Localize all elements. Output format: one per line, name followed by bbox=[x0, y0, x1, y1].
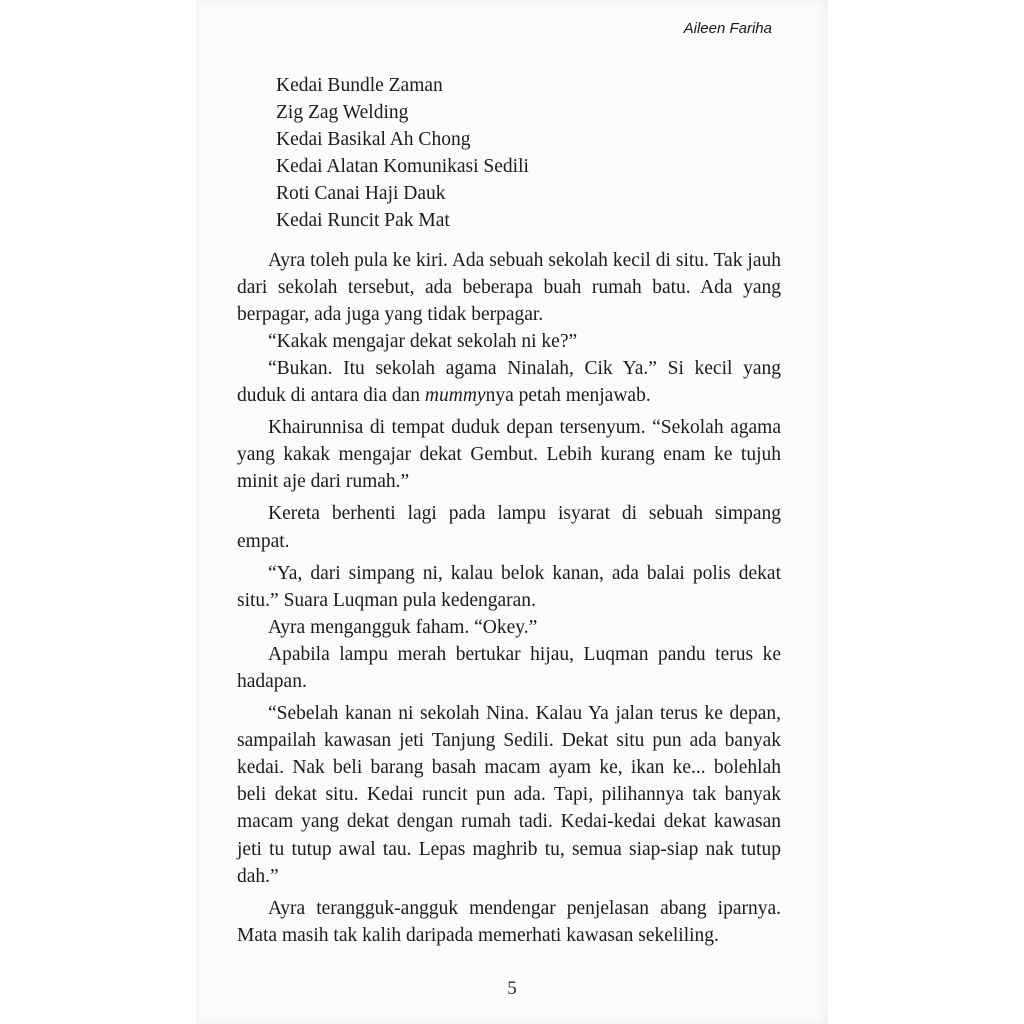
paragraph-text: “Bukan. Itu sekolah agama Ninalah, Cik Ya.” Si kecil yang duduk di antara dia dan bbox=[237, 357, 781, 407]
paragraph-luqman-police: “Ya, dari simpang ni, kalau belok kanan, ada balai polis dekat situ.” Suara Luqman pula kedengaran. bbox=[237, 562, 781, 611]
body-text bbox=[237, 72, 781, 949]
paragraph-jetty-directions: “Sebelah kanan ni sekolah Nina. Kalau Ya jalan terus ke depan, sampailah kawasan jeti Tanjung Sedili. Dekat situ pun ada banyak kedai. Nak beli barang basah macam ayam ke, ikan ke... bolehlah beli dekat situ. Kedai runcit pun ada. Tapi, pilihannya tak banyak macam yang dekat dengan rumah tadi. Kedai-kedai dekat kawasan jeti tu tutup awal tau. Lepas maghrib tu, semua siap-siap nak tutup dah.” bbox=[237, 703, 781, 887]
paragraph-car-stops: Kereta berhenti lagi pada lampu isyarat di sebuah simpang empat. bbox=[237, 503, 781, 552]
paragraph-text: nya petah menjawab. bbox=[485, 385, 651, 407]
list-item: Kedai Alatan Komunikasi Sedili bbox=[276, 156, 529, 178]
paragraph-ayra-listens: Ayra terangguk-angguk mendengar penjelasan abang iparnya. Mata masih tak kalih daripada memerhati kawasan sekeliling. bbox=[237, 897, 781, 946]
paragraph-question-school: “Kakak mengajar dekat sekolah ni ke?” bbox=[268, 330, 578, 352]
list-item: Kedai Runcit Pak Mat bbox=[276, 210, 450, 232]
paragraph-ayra-looks-left: Ayra toleh pula ke kiri. Ada sebuah sekolah kecil di situ. Tak jauh dari sekolah tersebut, ada beberapa buah rumah batu. Ada yang berpagar, ada juga yang tidak berpagar. bbox=[237, 249, 781, 325]
list-item: Zig Zag Welding bbox=[276, 102, 409, 124]
paragraph-nina-answers bbox=[237, 355, 781, 409]
list-item: Roti Canai Haji Dauk bbox=[276, 183, 446, 205]
page-number: 5 bbox=[507, 978, 517, 999]
italic-word: mummy bbox=[424, 385, 486, 407]
paragraph-green-light: Apabila lampu merah bertukar hijau, Luqman pandu terus ke hadapan. bbox=[237, 643, 781, 692]
list-item: Kedai Bundle Zaman bbox=[276, 75, 443, 96]
running-header-author: Aileen Fariha bbox=[683, 20, 772, 37]
paragraph-ayra-nods: Ayra mengangguk faham. “Okey.” bbox=[268, 616, 538, 638]
paragraph-khairunnisa: Khairunnisa di tempat duduk depan tersenyum. “Sekolah agama yang kakak mengajar dekat Gembut. Lebih kurang enam ke tujuh minit aje dari rumah.” bbox=[237, 417, 781, 493]
list-item: Kedai Basikal Ah Chong bbox=[276, 129, 471, 151]
shop-list bbox=[237, 72, 781, 235]
